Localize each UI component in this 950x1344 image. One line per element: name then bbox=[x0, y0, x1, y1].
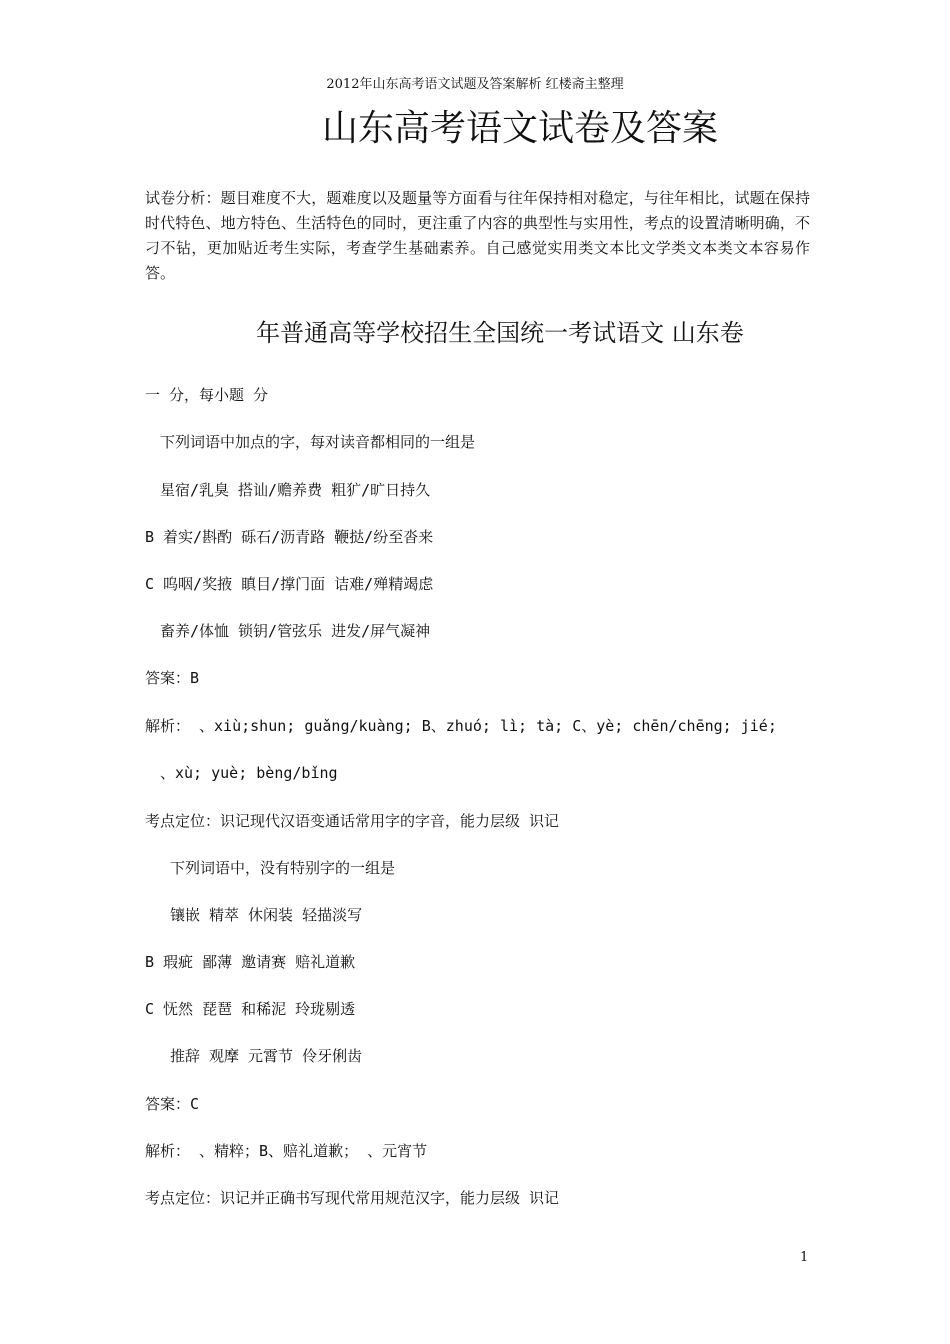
question-1-option-d: 畜养/体恤 锁钥/管弦乐 进发/屏气凝神 bbox=[160, 622, 431, 640]
question-2-option-c: C 怃然 琵琶 和稀泥 玲珑剔透 bbox=[145, 1000, 356, 1018]
question-2-answer: 答案：C bbox=[145, 1095, 200, 1113]
question-1-key-point: 考点定位：识记现代汉语变通话常用字的字音，能力层级 识记 bbox=[145, 812, 560, 830]
question-1-stem: 下列词语中加点的字，每对读音都相同的一组是 bbox=[160, 433, 476, 451]
question-2-option-b: B 瑕疵 鄙薄 邀请赛 赔礼道歉 bbox=[145, 953, 356, 971]
exam-subtitle: 年普通高等学校招生全国统一考试语文 山东卷 bbox=[256, 319, 744, 347]
question-2-key-point: 考点定位：识记并正确书写现代常用规范汉字，能力层级 识记 bbox=[145, 1189, 560, 1207]
question-2-stem: 下列词语中，没有特别字的一组是 bbox=[170, 859, 396, 877]
document-title: 山东高考语文试卷及答案 bbox=[321, 108, 718, 149]
intro-paragraph: 试卷分析：题目难度不大，题难度以及题量等方面看与往年保持相对稳定，与往年相比，试题在保持时代特色、地方特色、生活特色的同时，更注重了内容的典型性与实用性，考点的设置清晰明确，不刁不钻，更加贴近考生实际，考查学生基础素养。自己感觉实用类文本比文学类文本类文本容易作答。 bbox=[145, 189, 810, 282]
page-header: 2012年山东高考语文试题及答案解析 红楼斋主整理 bbox=[326, 77, 624, 92]
section-heading: 一 分，每小题 分 bbox=[145, 386, 269, 404]
question-1-answer: 答案：B bbox=[145, 669, 200, 687]
question-1-option-a: 星宿/乳臭 搭讪/赡养费 粗犷/旷日持久 bbox=[160, 481, 431, 499]
page-number: 1 bbox=[800, 1250, 809, 1265]
question-1-option-c: C 呜咽/奖掖 瞋目/撑门面 诘难/殚精竭虑 bbox=[145, 575, 434, 593]
question-2-option-a: 镶嵌 精萃 休闲装 轻描淡写 bbox=[170, 906, 363, 924]
question-2-explanation: 解析： 、精粹；B、赔礼道歉； 、元宵节 bbox=[145, 1142, 428, 1160]
question-1-explanation-cont: 、xù; yuè; bèng/bǐng bbox=[160, 764, 338, 782]
question-1-option-b: B 着实/斟酌 砾石/沥青路 鞭挞/纷至沓来 bbox=[145, 528, 434, 546]
question-1-explanation: 解析： 、xiù;shun; guǎng/kuàng; B、zhuó; lì; tà; C、yè; chēn/chēng; jié; bbox=[145, 717, 777, 735]
question-2-option-d: 推辞 观摩 元霄节 伶牙俐齿 bbox=[170, 1047, 363, 1065]
